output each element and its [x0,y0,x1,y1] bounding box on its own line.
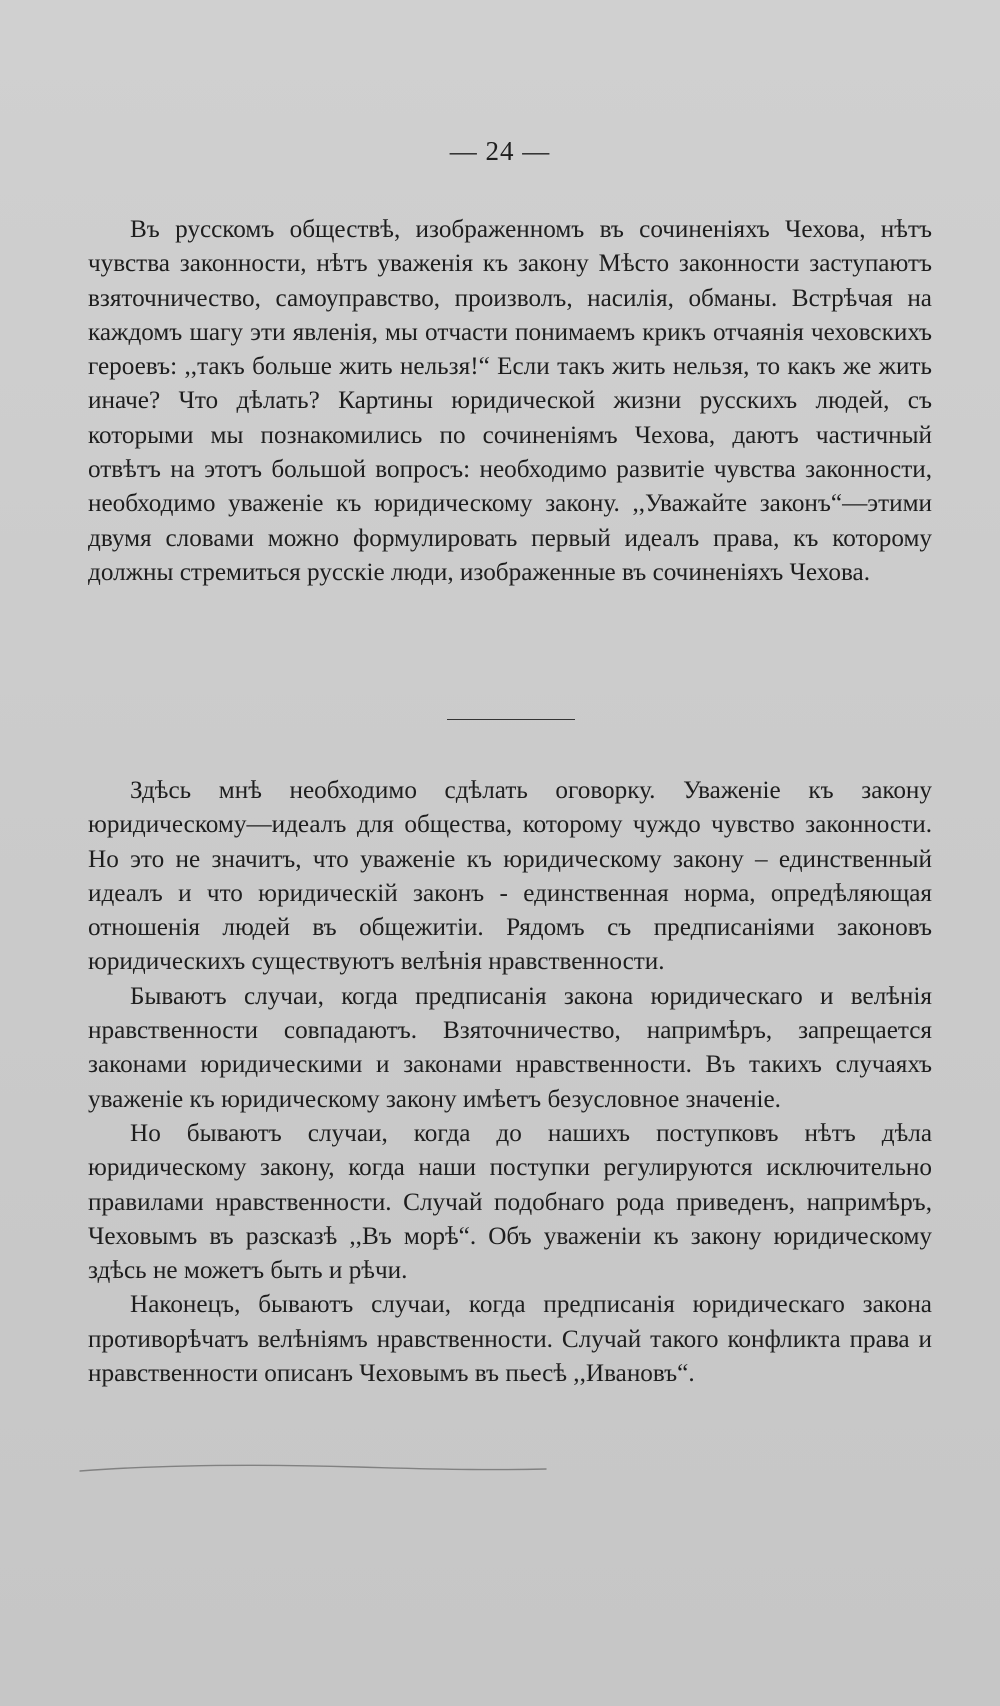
section-separator [447,719,575,720]
section-1-text [88,213,932,590]
paragraph: Въ русскомъ обществѣ, изображенномъ въ сочиненіяхъ Чехова, нѣтъ чувства законности, нѣтъ уваженія къ закону Мѣсто законности заступаютъ взяточничество, самоуправство, произволъ, насилія, обманы. Встрѣчая на каждомъ шагу эти явленія, мы отчасти понимаемъ крикъ отчаянія чеховскихъ героевъ: ,,такъ больше жить нельзя!“ Если такъ жить нельзя, то какъ же жить иначе? Что дѣлать? Картины юридической жизни русскихъ людей, съ которыми мы познакомились по сочиненіямъ Чехова, даютъ частичный отвѣтъ на этотъ большой вопросъ: необходимо развитіе чувства законности, необходимо уваженіе къ юридическому закону. ,,Уважайте законъ“—этими двумя словами можно формулировать первый идеалъ права, къ которому должны стремиться русскіе люди, изображенные въ сочиненіяхъ Чехова. [88,216,932,586]
section-2-text [88,774,932,1391]
paragraph: Здѣсь мнѣ необходимо сдѣлать оговорку. Уваженіе къ закону юридическому—идеалъ для общества, которому чуждо чувство законности. Но это не значитъ, что уваженіе къ юридическому закону – единственный идеалъ и что юридическій законъ - единственная норма, опредѣляющая отношенія людей въ общежитіи. Рядомъ съ предписаніями законовъ юридическихъ существуютъ велѣнія нравственности. [88,777,932,976]
paragraph: Но бываютъ случаи, когда до нашихъ поступковъ нѣтъ дѣла юридическому закону, когда наши поступки регулируются исключительно правилами нравственности. Случай подобнаго рода приведенъ, напримѣръ, Чеховымъ въ разсказѣ ,,Въ морѣ“. Объ уваженіи къ закону юридическому здѣсь не можетъ быть и рѣчи. [88,1119,932,1285]
page-number: — 24 — [449,136,551,166]
pencil-underline-mark [78,1462,548,1476]
paragraph: Наконецъ, бываютъ случаи, когда предписанія юридическаго закона противорѣчатъ велѣніямъ нравственности. Случай такого конфликта права и нравственности описанъ Чеховымъ въ пьесѣ ,,Ивановъ“. [88,1291,932,1388]
paragraph: Бываютъ случаи, когда предписанія закона юридическаго и велѣнія нравственности совпадаютъ. Взяточничество, напримѣръ, запрещается законами юридическими и законами нравственности. Въ такихъ случаяхъ уваженіе къ юридическому закону имѣетъ безусловное значеніе. [88,982,932,1113]
